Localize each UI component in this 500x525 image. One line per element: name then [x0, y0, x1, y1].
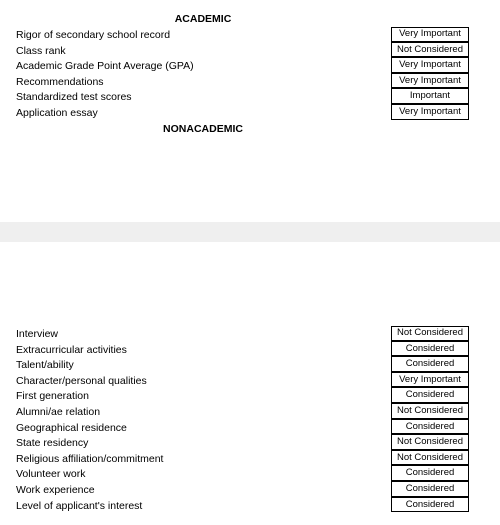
- table-row: [0, 388, 500, 404]
- importance-rating: Not Considered: [391, 403, 469, 419]
- factor-label: First generation: [16, 390, 89, 403]
- table-row: [0, 420, 500, 436]
- table-row: [0, 105, 500, 121]
- table-row: [0, 435, 500, 451]
- importance-rating: Very Important: [391, 27, 469, 42]
- importance-rating: Considered: [391, 497, 469, 513]
- factor-label: Volunteer work: [16, 468, 86, 481]
- academic-factors-list: [0, 27, 500, 121]
- importance-rating: Important: [391, 88, 469, 104]
- table-row: [0, 89, 500, 105]
- importance-rating: Not Considered: [391, 450, 469, 466]
- importance-rating: Very Important: [391, 372, 469, 388]
- nonacademic-factors-list: [0, 326, 500, 513]
- table-row: [0, 404, 500, 420]
- page-break-band: [0, 222, 500, 242]
- table-row: [0, 43, 500, 59]
- table-row: [0, 58, 500, 74]
- table-row: [0, 27, 500, 43]
- importance-rating: Considered: [391, 465, 469, 481]
- table-row: [0, 373, 500, 389]
- table-row: [0, 466, 500, 482]
- importance-rating: Very Important: [391, 73, 469, 89]
- factor-label: Class rank: [16, 44, 66, 57]
- table-row: [0, 357, 500, 373]
- importance-rating: Considered: [391, 419, 469, 435]
- importance-rating: Considered: [391, 481, 469, 497]
- academic-heading: ACADEMIC: [174, 13, 232, 25]
- importance-rating: Not Considered: [391, 434, 469, 450]
- importance-rating: Considered: [391, 387, 469, 403]
- factor-label: Application essay: [16, 106, 98, 119]
- factor-label: Alumni/ae relation: [16, 405, 101, 418]
- factor-label: Extracurricular activities: [16, 343, 127, 356]
- importance-rating: Not Considered: [391, 42, 469, 58]
- importance-rating: Very Important: [391, 57, 469, 73]
- table-row: [0, 451, 500, 467]
- table-row: [0, 342, 500, 358]
- factor-label: State residency: [16, 437, 89, 450]
- table-row: [0, 74, 500, 90]
- nonacademic-heading: NONACADEMIC: [163, 123, 243, 135]
- importance-rating: Very Important: [391, 104, 469, 120]
- importance-rating: Not Considered: [391, 326, 469, 341]
- factor-label: Recommendations: [16, 75, 104, 88]
- table-row: [0, 498, 500, 514]
- table-row: [0, 326, 500, 342]
- importance-rating: Considered: [391, 356, 469, 372]
- factor-label: Interview: [16, 328, 59, 340]
- factor-label: Work experience: [16, 483, 95, 496]
- factor-label: Talent/ability: [16, 359, 74, 372]
- factor-label: Academic Grade Point Average (GPA): [16, 60, 194, 73]
- factor-label: Standardized test scores: [16, 91, 132, 104]
- factor-label: Rigor of secondary school record: [16, 29, 171, 41]
- factor-label: Character/personal qualities: [16, 374, 147, 387]
- importance-rating: Considered: [391, 341, 469, 357]
- table-row: [0, 482, 500, 498]
- factor-label: Religious affiliation/commitment: [16, 452, 164, 465]
- factor-label: Level of applicant's interest: [16, 499, 143, 512]
- factor-label: Geographical residence: [16, 421, 127, 434]
